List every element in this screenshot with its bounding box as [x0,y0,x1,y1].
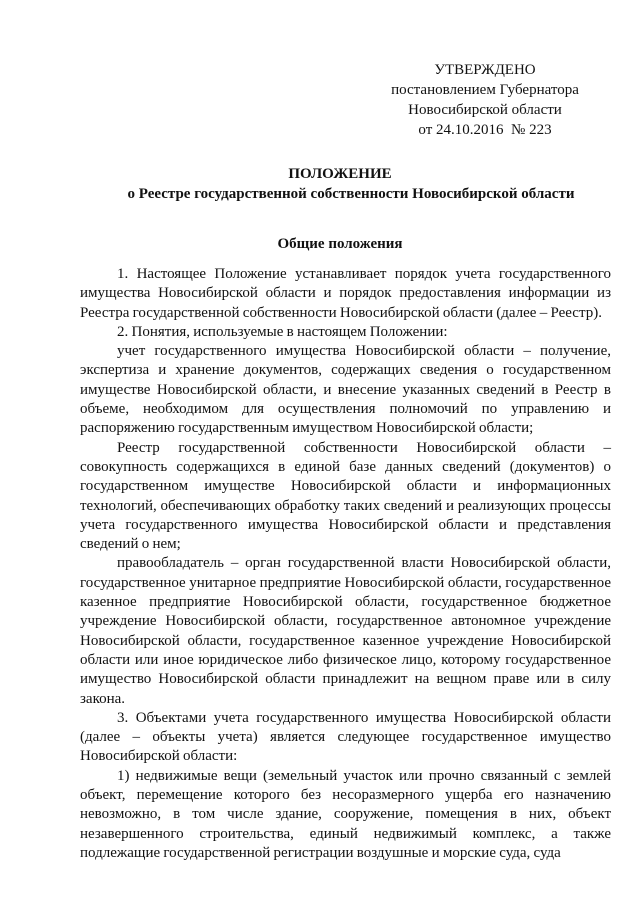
paragraph-5: правообладатель – орган государственной власти Новосибирской области, государственное унитарное предприятие Новосибирской области, государственное казенное предприятие Новосибирской области, государственное бюджетное учреждение Новосибирской области, государственное автономное учреждение Новосибирской области, государственное казенное учреждение Новосибирской области или иное юридическое либо физическое лицо, которому государственное имущество Новосибирской области принадлежит на вещном праве или в силу закона. [80,555,611,707]
title-line-1: ПОЛОЖЕНИЕ [288,166,392,182]
approval-by-resolution: постановлением Губернатора [391,82,579,98]
approval-heading: УТВЕРЖДЕНО [434,62,536,78]
paragraph-6: 3. Объектами учета государственного имущества Новосибирской области (далее – объекты учета) является следующее государственное имущество Новосибирской области: [80,709,611,765]
paragraph-4: Реестр государственной собственности Новосибирской области – совокупность содержащихся в единой базе данных сведений (документов) о государственном имуществе Новосибирской области и информационных технологий, обеспечивающих обработку таких сведений и реализующих процессы учета государственного имущества Новосибирской области и представления сведений о нем; [80,439,611,553]
paragraph-7: 1) недвижимые вещи (земельный участок или прочно связанный с землей объект, перемещение которого без несоразмерного ущерба его назначению невозможно, в том числе здание, сооружение, помещения в них, объект незавершенного строительства, единый недвижимый комплекс, а также подлежащие государственной регистрации воздушные и морские суда, суда [80,767,611,861]
document-body [80,265,611,863]
section-heading: Общие положения [277,236,403,252]
approval-date-number: от 24.10.2016 № 223 [418,122,552,138]
approval-region: Новосибирской области [408,102,562,118]
approval-stamp [380,60,590,140]
document-title [80,164,600,204]
paragraph-2: 2. Понятия, используемые в настоящем Положении: [117,323,448,340]
title-line-2: о Реестре государственной собственности Новосибирской области [127,186,575,202]
paragraph-3: учет государственного имущества Новосибирской области – получение, экспертиза и хранение документов, содержащих сведения о государственном имуществе Новосибирской области, и внесение указанных сведений в Реестр в объеме, необходимом для осуществления полномочий по управлению и распоряжению государственным имуществом Новосибирской области; [80,343,611,437]
paragraph-1: 1. Настоящее Положение устанавливает порядок учета государственного имущества Новосибирской области и порядок предоставления информации из Реестра государственной собственности Новосибирской области (далее – Реестр). [80,266,611,321]
